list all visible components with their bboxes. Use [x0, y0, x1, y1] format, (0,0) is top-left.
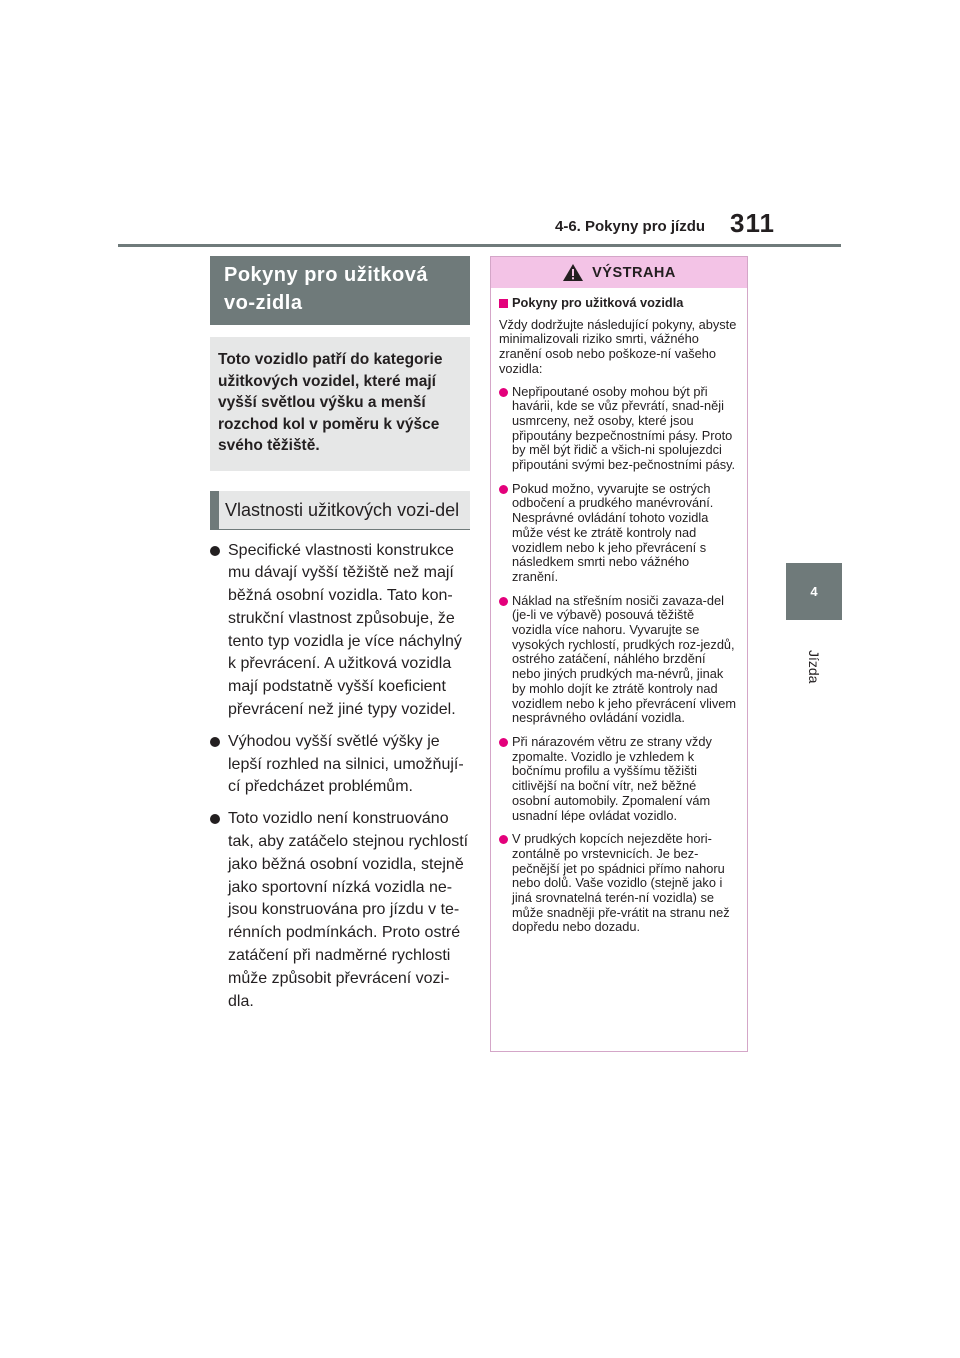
warning-box [490, 256, 748, 1052]
bullet-list [210, 540, 470, 1014]
warning-title: VÝSTRAHA [592, 264, 676, 281]
bullet-icon [499, 738, 508, 747]
list-item [499, 735, 737, 823]
bullet-icon [210, 737, 220, 747]
warning-subtitle [499, 296, 737, 311]
warning-header [491, 257, 747, 288]
list-item-text: Specifické vlastnosti konstrukce mu dávají vyšší těžiště než mají běžná osobní vozidla. Tato kon-strukční vlastnost způsobuje, že tento typ vozidla je více náchylný k převrácení. A užitková vozidla mají podstatně vyšší koeficient převrácení než jiné typy vozidel. [228, 541, 462, 719]
page-number: 311 [730, 208, 775, 238]
list-item-text: Náklad na střešním nosiči zavaza-del (je-li ve výbavě) posouvá těžiště vozidla více nahoru. Vyvarujte se vysokých rychlostí, prudkých roz-jezdů, ostrého zatáčení, náhlého brzdění nebo jiných prudkých ma-névrů, jinak by mohlo dojít ke ztrátě kontroly nad vozidlem nebo k jeho převrácení vlivem nesprávného ovládání vozidla. [512, 592, 737, 726]
list-item-text: Toto vozidlo není konstruováno tak, aby zatáčelo stejnou rychlostí jako běžná osobní vozidla, stejně jako sportovní nízká vozidla ne-jsou konstruována pro jízdu v te-rénních podmínkách. Proto ostré zatáčení při nadměrné rychlosti může způsobit převrácení vozi-dla. [228, 810, 469, 1010]
bullet-icon [499, 835, 508, 844]
bullet-icon [210, 546, 220, 556]
warning-lead: Vždy dodržujte následující pokyny, abyste minimalizovali riziko smrti, vážného zranění osob nebo poškoze-ní vašeho vozidla: [499, 316, 737, 376]
list-item [210, 731, 470, 799]
bullet-icon [210, 814, 220, 824]
chapter-name: Jízda [806, 650, 822, 684]
warning-triangle-icon [562, 263, 584, 282]
bullet-icon [499, 485, 508, 494]
list-item-text: Při nárazovém větru ze strany vždy zpomalte. Vozidlo je vzhledem k bočnímu profilu a vyššímu těžišti citlivější na boční vítr, než běžné osobní automobily. Zpomalení vám usnadní lépe ovládat vozidlo. [512, 733, 712, 823]
bullet-icon [499, 388, 508, 397]
section-title: 4-6. Pokyny pro jízdu [555, 218, 706, 235]
list-item [499, 482, 737, 585]
chapter-tab[interactable]: 4 [786, 563, 842, 620]
warning-subtitle-text: Pokyny pro užitková vozidla [512, 295, 684, 310]
intro-box: Toto vozidlo patří do kategorie užitkových vozidel, které mají vyšší světlou výšku a menší rozchod kol v poměru k výšce svého těžiště. [210, 337, 470, 471]
list-item-text: Nepřipoutané osoby mohou být při havárii, kde se vůz převrátí, snad-něji usmrceny, než osoby, které jsou připoutány bezpečnostními pásy. Proto by měl být řidič a všich-ni spolujezdci připoutáni svými bez-pečnostními pásy. [512, 383, 736, 473]
list-item-text: Pokud možno, vyvarujte se ostrých odbočení a prudkého manévrování. Nesprávné ovládání tohoto vozidla může vést ke ztrátě kontroly nad vozidlem nebo k jeho převrácení s následkem smrti nebo vážného zranění. [512, 480, 714, 584]
list-item [499, 832, 737, 935]
list-item [210, 540, 470, 722]
header-divider [118, 244, 841, 247]
bullet-icon [499, 597, 508, 606]
list-item [499, 594, 737, 726]
left-column [210, 256, 470, 1022]
subsection-heading: Vlastnosti užitkových vozi-del [210, 491, 470, 530]
list-item-text: V prudkých kopcích nejezděte hori-zontálně po vrstevnicích. Je bez-pečnější jet po spádnici přímo nahoru nebo dolů. Vaše vozidlo (stejně jako i jiná srovnatelná terén-ní vozidla) se může snadněji pře-vrátit na stranu než dopředu nebo dozadu. [512, 831, 730, 935]
list-item-text: Výhodou vyšší světlé výšky je lepší rozhled na silnici, umožňují-cí předcházet problémům. [228, 732, 464, 796]
list-item [210, 808, 470, 1013]
section-heading: Pokyny pro užitková vo-zidla [210, 256, 470, 325]
warning-list [499, 385, 737, 936]
square-bullet-icon [499, 299, 508, 308]
list-item [499, 385, 737, 473]
